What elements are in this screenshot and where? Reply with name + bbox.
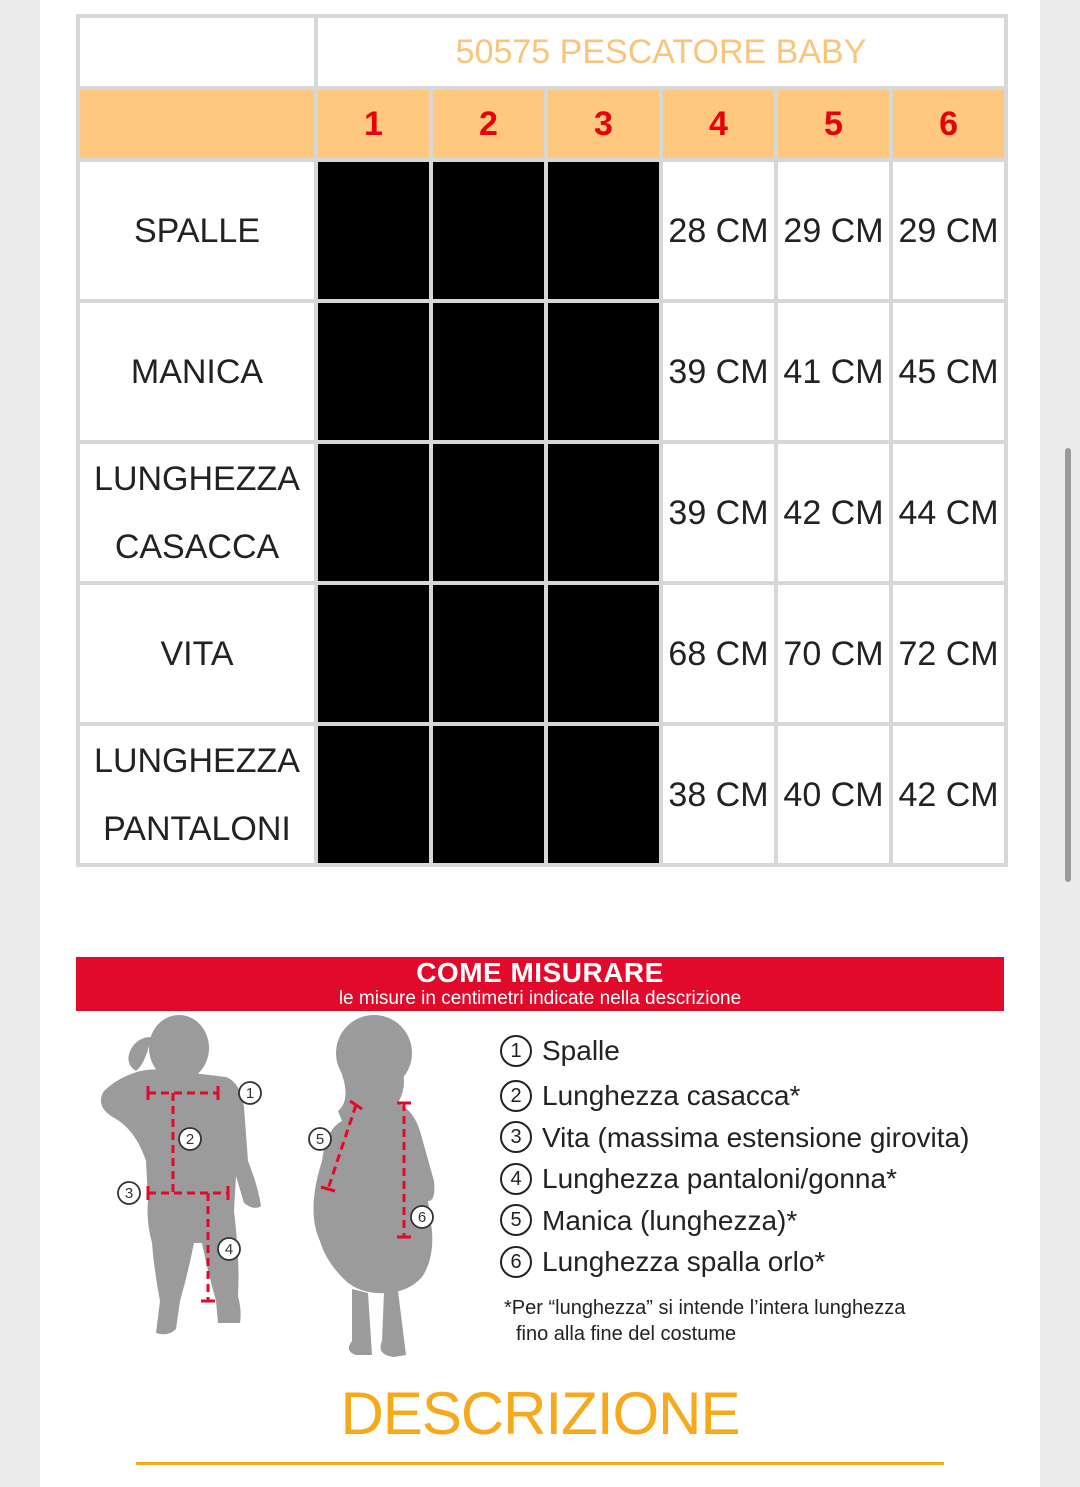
size-header-5: 5 [778,90,889,158]
table-row [80,585,1004,722]
length-note: *Per “lunghezza” si intende l’intera lunghezza fino alla fine del costume [504,1297,906,1345]
svg-text:2: 2 [185,1131,195,1148]
table-cell: 42 CM [893,726,1004,863]
redacted-cell [433,303,544,440]
table-row [80,303,1004,440]
legend-item: 1 Spalle [500,1027,1020,1075]
guide-subtitle: le misure in centimetri indicate nella descrizione [338,988,742,1009]
table-cell: 29 CM [778,162,889,299]
legend-item: 4 Lunghezza pantaloni/gonna* [500,1158,1020,1200]
measure-guide [76,957,1004,1377]
measure-figures [76,1011,496,1377]
table-cell: 44 CM [893,444,1004,581]
table-cell: 28 CM [663,162,774,299]
redacted-cell [433,162,544,299]
row-label: VITA [80,585,314,722]
scrollbar[interactable] [1065,448,1071,882]
table-cell: 39 CM [663,303,774,440]
size-header-1: 1 [318,90,429,158]
redacted-cell [433,585,544,722]
child-front-figure [101,1015,261,1334]
legend-item: 5 Manica (lunghezza)* [500,1200,1020,1242]
table-title-row [80,18,1004,86]
row-label: SPALLE [80,162,314,299]
table-row [80,444,1004,581]
row-label: MANICA [80,303,314,440]
redacted-cell [548,162,659,299]
redacted-cell [548,444,659,581]
size-header-6: 6 [893,90,1004,158]
heading-underline [136,1462,944,1465]
guide-title: COME MISURARE [416,957,664,988]
marker-4 [218,1238,240,1260]
table-cell: 68 CM [663,585,774,722]
size-header-4: 4 [663,90,774,158]
marker-5 [309,1128,331,1150]
size-header-2: 2 [433,90,544,158]
row-label: LUNGHEZZA CASACCA [80,444,314,581]
description-heading: DESCRIZIONE [340,1380,740,1447]
table-row [80,162,1004,299]
size-header-3: 3 [548,90,659,158]
size-header-row [80,90,1004,158]
svg-text:3: 3 [124,1185,134,1202]
table-cell: 38 CM [663,726,774,863]
svg-text:4: 4 [224,1241,234,1258]
redacted-cell [318,303,429,440]
table-cell: 29 CM [893,162,1004,299]
size-chart-table [76,14,1008,867]
legend-item: 6 Lunghezza spalla orlo* [500,1241,1020,1283]
legend-item: 2 Lunghezza casacca* [500,1075,1020,1117]
marker-3 [118,1182,140,1204]
marker-6 [411,1206,433,1228]
redacted-cell [433,444,544,581]
header-corner-cell [80,90,314,158]
table-cell: 41 CM [778,303,889,440]
marker-2 [179,1128,201,1150]
redacted-cell [548,585,659,722]
guide-banner [76,957,1004,1011]
product-title: 50575 PESCATORE BABY [318,18,1004,86]
empty-corner-cell [80,18,314,86]
svg-text:5: 5 [315,1131,325,1148]
table-cell: 40 CM [778,726,889,863]
redacted-cell [318,162,429,299]
measure-legend [500,1027,1020,1283]
table-cell: 45 CM [893,303,1004,440]
redacted-cell [318,585,429,722]
svg-text:6: 6 [417,1209,427,1226]
redacted-cell [318,444,429,581]
redacted-cell [548,303,659,440]
redacted-cell [318,726,429,863]
marker-1 [239,1082,261,1104]
row-label: LUNGHEZZA PANTALONI [80,726,314,863]
redacted-cell [433,726,544,863]
redacted-cell [548,726,659,863]
table-cell: 39 CM [663,444,774,581]
svg-text:1: 1 [245,1085,255,1102]
table-row [80,726,1004,863]
table-cell: 72 CM [893,585,1004,722]
table-cell: 42 CM [778,444,889,581]
child-side-figure [313,1015,434,1357]
legend-item: 3 Vita (massima estensione girovita) [500,1117,1020,1159]
table-cell: 70 CM [778,585,889,722]
